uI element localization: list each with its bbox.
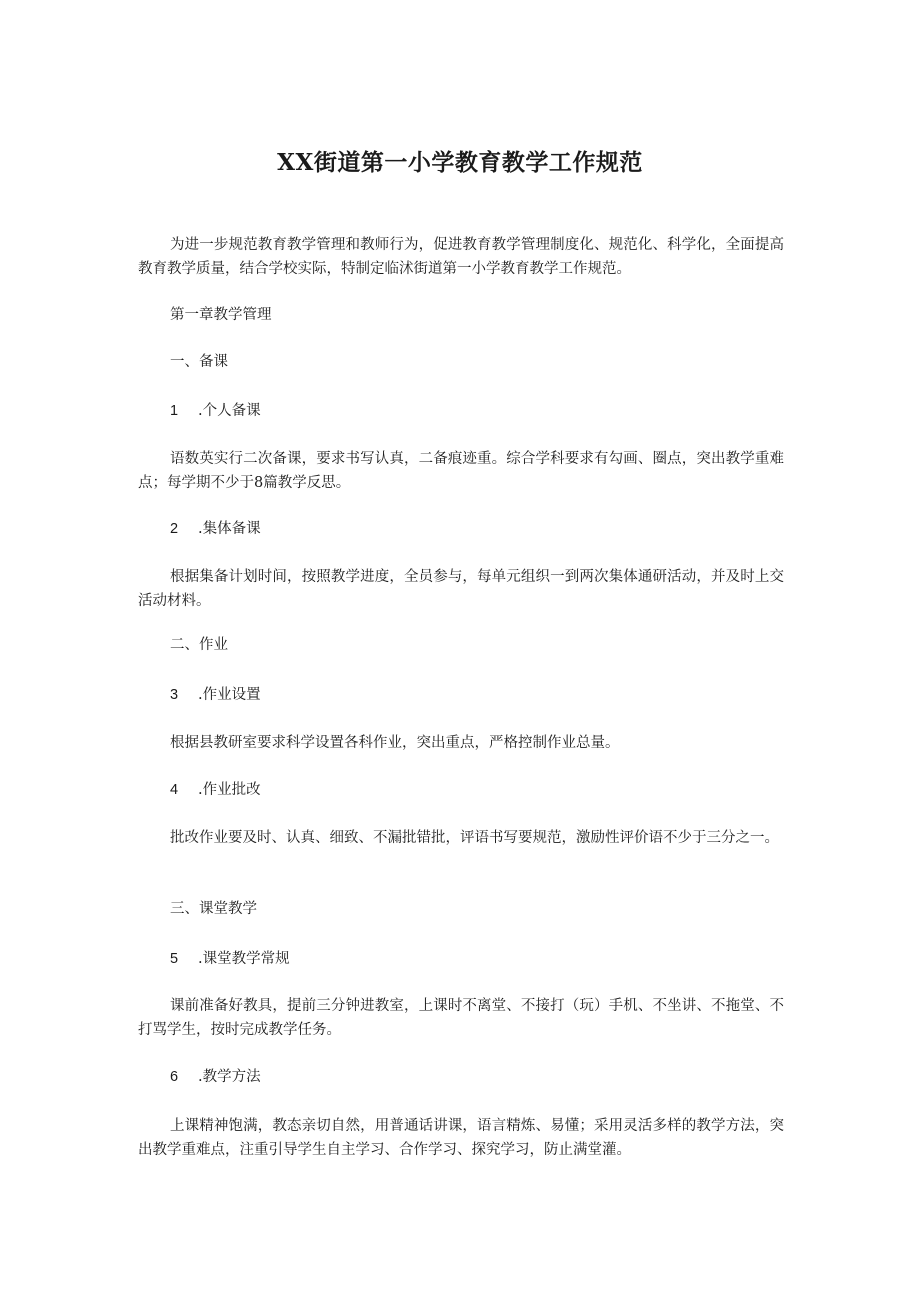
item-title: .作业批改	[198, 782, 261, 798]
item-number: 1	[170, 403, 179, 419]
chapter-heading: 第一章教学管理	[170, 307, 272, 323]
item-heading-homework-grading	[170, 780, 261, 800]
paragraph-homework-grading: 批改作业要及时、认真、细致、不漏批错批，评语书写要规范，激励性评价语不少于三分之一。	[170, 830, 779, 846]
paragraph-classroom-routine: 课前准备好教具，提前三分钟进教室，上课时不离堂、不接打（玩）手机、不坐讲、不拖堂、不打骂学生，按时完成教学任务。	[138, 998, 784, 1038]
item-title: .课堂教学常规	[198, 951, 290, 967]
paragraph-homework-setting: 根据县教研室要求科学设置各科作业，突出重点，严格控制作业总量。	[170, 735, 620, 751]
item-number: 4	[170, 782, 179, 798]
section-heading-lesson-prep: 一、备课	[170, 354, 228, 370]
item-heading-group-prep	[170, 519, 261, 539]
paragraph-group-prep: 根据集备计划时间，按照教学进度，全员参与，每单元组织一到两次集体通研活动，并及时上交活动材料。	[138, 569, 784, 609]
section-heading-homework: 二、作业	[170, 637, 228, 653]
item-title: .个人备课	[198, 403, 261, 419]
item-title: .教学方法	[198, 1069, 261, 1085]
document-title: XX街道第一小学教育教学工作规范	[277, 149, 643, 176]
item-heading-individual-prep	[170, 401, 261, 421]
item-number: 6	[170, 1069, 179, 1085]
paragraph-individual-prep: 语数英实行二次备课，要求书写认真，二备痕迹重。综合学科要求有勾画、圈点，突出教学重难点；每学期不少于8篇教学反思。	[138, 451, 784, 491]
item-title: .集体备课	[198, 521, 261, 537]
paragraph-teaching-methods: 上课精神饱满，教态亲切自然，用普通话讲课，语言精炼、易懂；采用灵活多样的教学方法，突出教学重难点，注重引导学生自主学习、合作学习、探究学习，防止满堂灌。	[138, 1118, 784, 1158]
item-title: .作业设置	[198, 687, 261, 703]
item-heading-homework-setting	[170, 685, 261, 705]
item-heading-teaching-methods	[170, 1067, 261, 1087]
item-number: 3	[170, 687, 179, 703]
item-number: 2	[170, 521, 179, 537]
item-number: 5	[170, 951, 179, 967]
intro-paragraph: 为进一步规范教育教学管理和教师行为，促进教育教学管理制度化、规范化、科学化，全面提高教育教学质量，结合学校实际，特制定临沭街道第一小学教育教学工作规范。	[138, 237, 784, 277]
item-heading-classroom-routine	[170, 949, 290, 969]
section-heading-classroom: 三、课堂教学	[170, 901, 257, 917]
